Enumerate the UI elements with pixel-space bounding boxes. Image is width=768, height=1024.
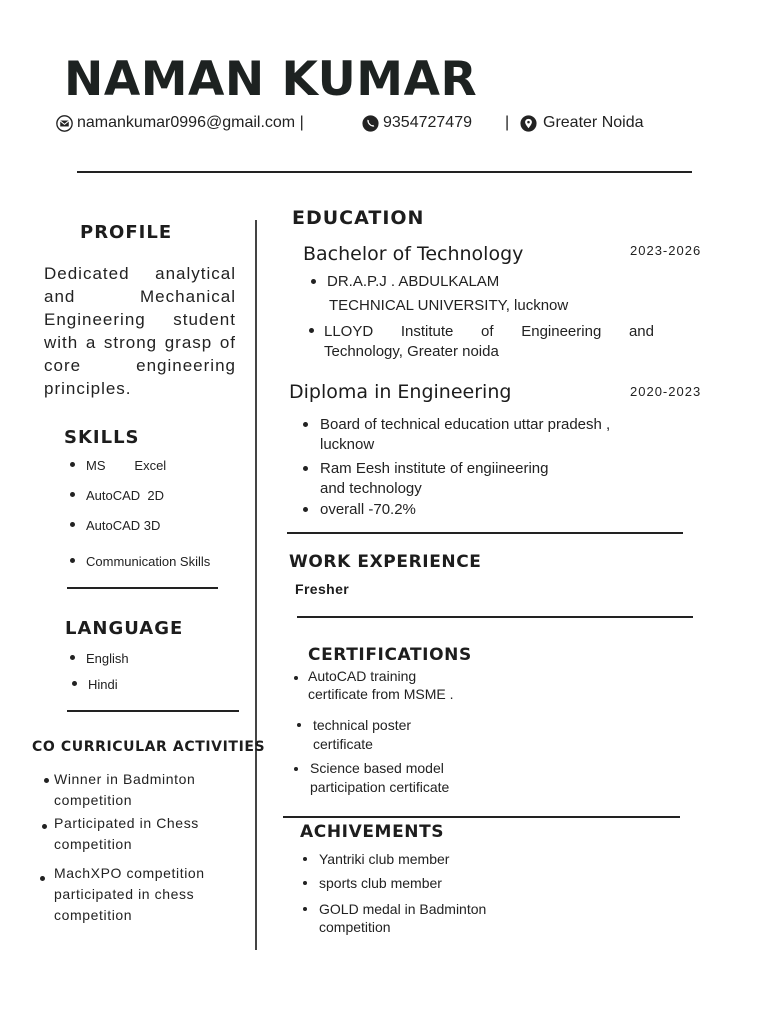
bullet-icon xyxy=(72,681,77,686)
column-divider xyxy=(255,220,257,950)
certification-item: Science based model participation certificate xyxy=(310,760,450,795)
bullet-icon xyxy=(294,676,298,680)
activity-item: Participated in Chess competition xyxy=(54,815,199,852)
email-icon xyxy=(56,115,73,132)
phone-text: 9354727479 xyxy=(383,114,472,131)
education-item: DR.A.P.J . ABDULKALAM TECHNICAL UNIVERSITY, lucknow xyxy=(327,273,569,314)
bullet-icon xyxy=(303,466,308,471)
candidate-name: NAMAN KUMAR xyxy=(64,52,478,107)
degree-title: Bachelor of Technology xyxy=(303,243,524,265)
education-item: LLOYD Institute of Engineering and Technology, Greater noida xyxy=(324,323,654,360)
location-text: Greater Noida xyxy=(543,114,644,131)
bullet-icon xyxy=(311,279,316,284)
bullet-icon xyxy=(297,723,301,727)
email-text: namankumar0996@gmail.com | xyxy=(77,114,304,131)
language-item: English xyxy=(86,651,129,666)
education-item: overall -70.2% xyxy=(320,501,416,518)
degree-title: Diploma in Engineering xyxy=(289,381,512,403)
achievement-item: Yantriki club member xyxy=(319,851,450,867)
bullet-icon xyxy=(303,422,308,427)
skill-item: Communication Skills xyxy=(86,554,211,569)
education-item: Ram Eesh institute of engiineering and technology xyxy=(320,460,549,497)
bullet-icon xyxy=(303,881,307,885)
activity-item: Winner in Badminton competition xyxy=(54,771,196,808)
bullet-icon xyxy=(303,507,308,512)
bullet-icon xyxy=(40,876,45,881)
skill-item: AutoCAD 3D xyxy=(86,518,161,533)
work-text: Fresher xyxy=(295,581,350,597)
skills-heading: SKILLS xyxy=(64,427,140,448)
certifications-heading: CERTIFICATIONS xyxy=(308,645,472,665)
work-divider xyxy=(297,616,693,618)
bullet-icon xyxy=(42,824,47,829)
skills-divider xyxy=(67,587,218,589)
language-divider xyxy=(67,710,239,712)
header-divider xyxy=(77,171,692,173)
education-item: Board of technical education uttar pradesh , lucknow xyxy=(320,416,611,453)
phone-contact xyxy=(362,114,472,132)
profile-heading: PROFILE xyxy=(80,222,173,243)
bullet-icon xyxy=(303,857,307,861)
certification-item: technical poster certificate xyxy=(313,717,412,752)
achievement-item: GOLD medal in Badminton competition xyxy=(319,901,487,935)
education-divider xyxy=(287,532,683,534)
work-heading: WORK EXPERIENCE xyxy=(289,552,482,572)
activity-item: MachXPO competition participated in chess competition xyxy=(54,865,205,923)
bullet-icon xyxy=(70,522,75,527)
skill-item: AutoCAD 2D xyxy=(86,488,165,503)
skill-item: MS Excel xyxy=(86,458,167,473)
bullet-icon xyxy=(70,462,75,467)
bullet-icon xyxy=(303,907,307,911)
achievement-item: sports club member xyxy=(319,875,442,891)
certifications-divider xyxy=(283,816,680,818)
degree-date: 2023-2026 xyxy=(630,243,702,258)
bullet-icon xyxy=(70,492,75,497)
co-curricular-heading: CO CURRICULAR ACTIVITIES xyxy=(32,739,266,755)
bullet-icon xyxy=(309,328,314,333)
location-pin-icon xyxy=(520,115,537,132)
bullet-icon xyxy=(70,655,75,660)
bullet-icon xyxy=(70,558,75,563)
degree-date: 2020-2023 xyxy=(630,384,702,399)
language-item: Hindi xyxy=(88,677,118,692)
language-heading: LANGUAGE xyxy=(65,618,184,639)
email-contact xyxy=(56,114,304,132)
bullet-icon xyxy=(294,767,298,771)
bullet-icon xyxy=(44,778,49,783)
location-contact xyxy=(520,114,644,132)
contact-separator: | xyxy=(505,114,510,131)
education-heading: EDUCATION xyxy=(292,207,425,229)
achievements-heading: ACHIVEMENTS xyxy=(300,822,445,842)
certification-item: AutoCAD training certificate from MSME . xyxy=(308,668,454,702)
phone-icon xyxy=(362,115,379,132)
profile-text: Dedicated analytical and Mechanical Engineering student with a strong grasp of core engineering principles. xyxy=(44,264,236,398)
